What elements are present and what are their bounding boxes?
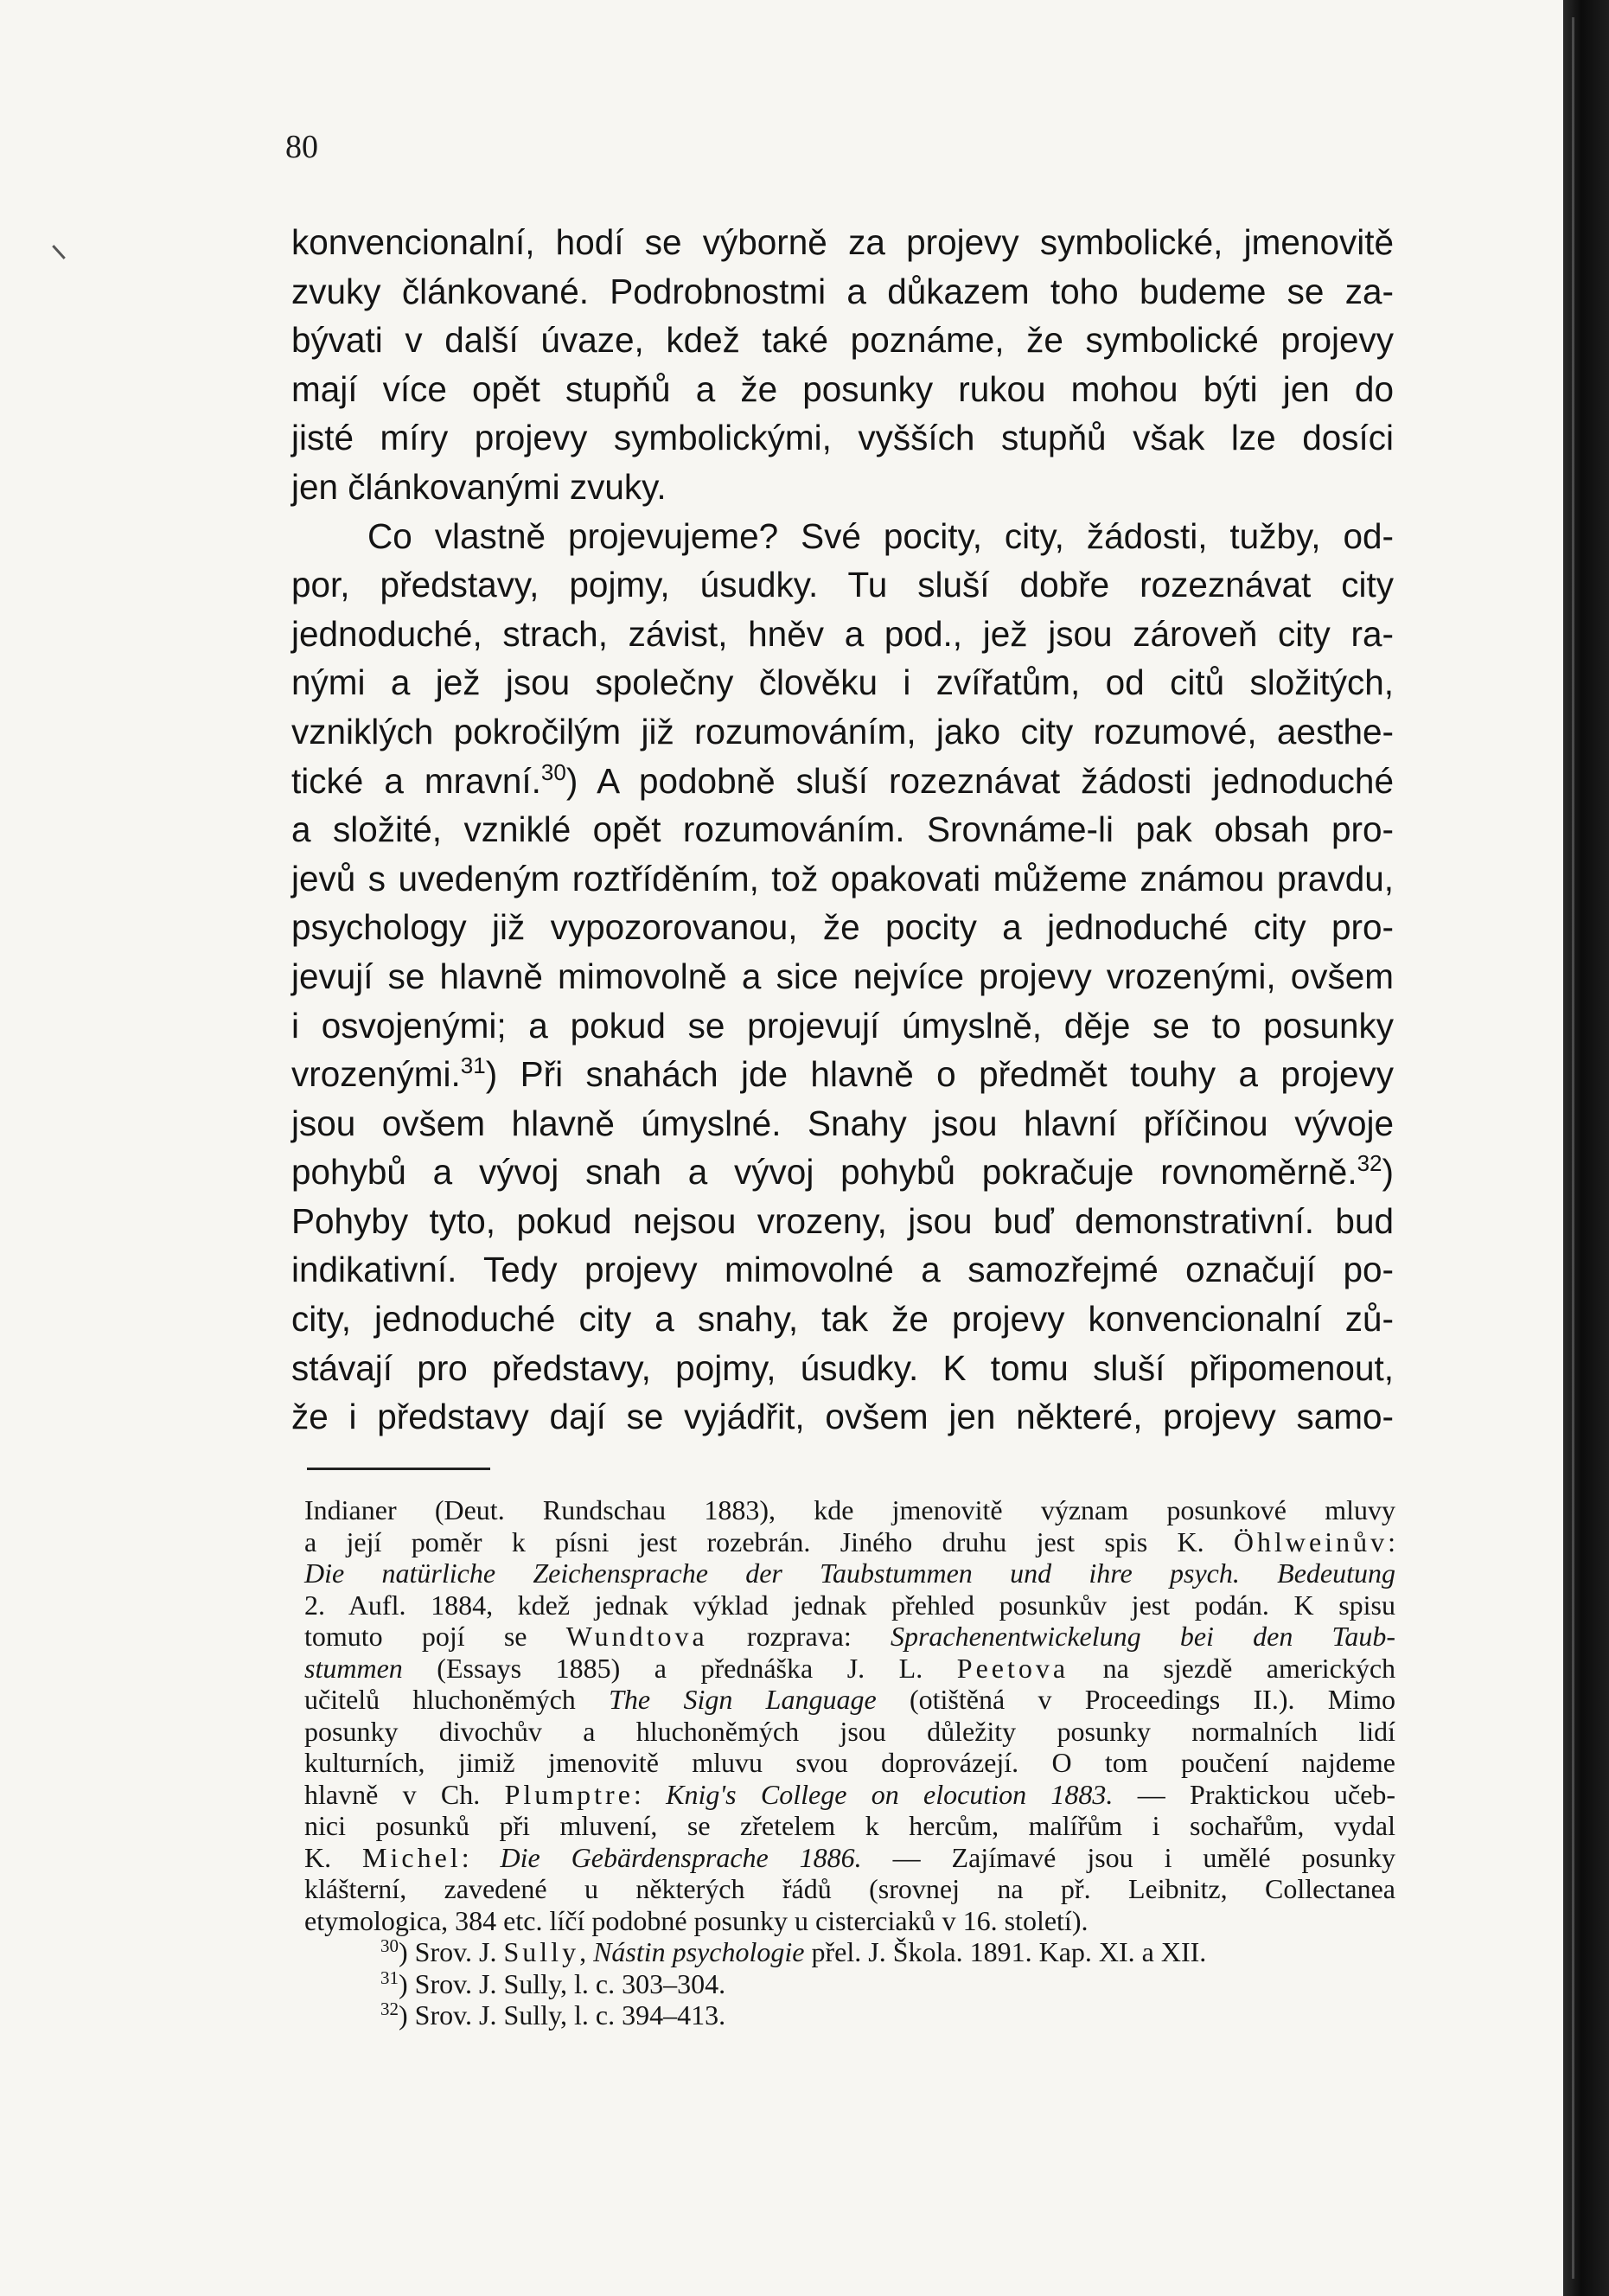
text-line: pohybů a vývoj snah a vývoj pohybů pokračuje rovnoměrně.$^{32}$) bbox=[291, 1150, 1394, 1193]
text-line: a složité, vzniklé opět rozumováním. Srovnáme-li pak obsah pro- bbox=[291, 809, 1394, 850]
main-text bbox=[291, 218, 1394, 1442]
stray-mark bbox=[52, 245, 66, 259]
note-line: klášterní, zavedené u některých řádů (srovnej na př. Leibnitz, Collectanea bbox=[304, 1873, 1395, 1904]
author-name: Peetova bbox=[956, 1652, 1069, 1684]
work-title: stummen bbox=[304, 1652, 403, 1684]
footnote-ref: 32 bbox=[1357, 1150, 1382, 1177]
work-title: The Sign Language bbox=[609, 1684, 877, 1715]
footnote-mark: 30 bbox=[380, 1935, 399, 1956]
note-line: K. Michel: Die Gebärdensprache 1886. — Zajímavé jsou i umělé posunky bbox=[304, 1841, 1396, 1873]
text-line: jevují se hlavně mimovolně a sice nejvíce projevy vrozenými, ovšem bbox=[291, 956, 1394, 996]
text-line: mají více opět stupňů a že posunky rukou mohou býti jen do bbox=[291, 368, 1394, 409]
footnote-31: $^{31}$) Srov. J. Sully, l. c. 303–304. bbox=[380, 1967, 726, 1999]
footnote-ref: 30 bbox=[540, 758, 566, 785]
work-title: Die Gebärdensprache 1886. bbox=[500, 1841, 862, 1873]
text-line: stávají pro představy, pojmy, úsudky. K tomu sluší připomenout, bbox=[291, 1347, 1394, 1388]
text-line: city, jednoduché city a snahy, tak že projevy konvencionalní zů- bbox=[291, 1299, 1394, 1340]
page-edge-line bbox=[1572, 17, 1574, 2279]
scan-border bbox=[1563, 0, 1609, 2296]
author-name: Wundtova bbox=[565, 1621, 708, 1652]
text-line: zvuky článkované. Podrobnostmi a důkazem toho budeme se za- bbox=[291, 271, 1394, 311]
text-line: bývati v další úvaze, kdež také poznáme, že symbolické projevy bbox=[291, 320, 1394, 361]
work-title: Knig's College on elocution 1883. bbox=[666, 1778, 1114, 1810]
text-line: konvencionalní, hodí se výborně za projevy symbolické, jmenovitě bbox=[291, 222, 1394, 262]
text-line: jsou ovšem hlavně úmyslné. Snahy jsou hlavní příčinou vývoje bbox=[291, 1103, 1394, 1143]
footnote-mark: 32 bbox=[380, 1999, 399, 2019]
text-line: vzniklých pokročilým již rozumováním, jako city rozumové, aesthe- bbox=[291, 711, 1394, 751]
text-line: por, představy, pojmy, úsudky. Tu sluší dobře rozeznávat city bbox=[291, 565, 1394, 605]
footnotes bbox=[304, 1494, 1395, 2031]
note-line: tomuto pojí se Wundtova rozprava: Sprachenentwickelung bei den Taub- bbox=[304, 1621, 1396, 1652]
text-line: psychology již vypozorovanou, že pocity a jednoduché city pro- bbox=[291, 907, 1394, 948]
work-title: Sprachenentwickelung bei den Taub- bbox=[890, 1621, 1396, 1652]
text-line: jevů s uvedeným roztříděním, tož opakovati můžeme známou pravdu, bbox=[291, 858, 1394, 899]
text-line: nými a jež jsou společny člověku i zvířatům, od citů složitých, bbox=[291, 662, 1394, 703]
page-number: 80 bbox=[285, 129, 318, 165]
text-line: Co vlastně projevujeme? Své pocity, city, žádosti, tužby, od- bbox=[367, 515, 1394, 556]
note-line: Indianer (Deut. Rundschau 1883), kde jmenovitě význam posunkové mluvy bbox=[304, 1494, 1395, 1525]
footnote-mark: 31 bbox=[380, 1967, 399, 1988]
text-line: indikativní. Tedy projevy mimovolné a samozřejmé označují po- bbox=[291, 1250, 1394, 1290]
footnote-30: $^{30}$) Srov. J. Sully, Nástin psychologie přel. J. Škola. 1891. Kap. XI. a XII. bbox=[380, 1935, 1207, 1967]
text-line: tické a mravní.$^{30}$) A podobně sluší rozeznávat žádosti jednoduché bbox=[291, 758, 1394, 801]
note-line: kulturních, jimiž jmenovitě mluvu svou doprovázejí. O tom poučení najdeme bbox=[304, 1747, 1395, 1778]
note-line: 2. Aufl. 1884, kdež jednak výklad jednak přehled posunkův jest podán. K spisu bbox=[304, 1589, 1395, 1621]
note-line: nici posunků při mluvení, se zřetelem k hercům, malířům i sochařům, vydal bbox=[304, 1810, 1395, 1841]
author-name: Plumptre bbox=[504, 1778, 634, 1810]
work-title: Nástin psychologie bbox=[593, 1936, 805, 1967]
text-line: jednoduché, strach, závist, hněv a pod., jež jsou zároveň city ra- bbox=[291, 613, 1394, 654]
author-name: Michel bbox=[362, 1841, 462, 1873]
text-line: že i představy dají se vyjádřit, ovšem jen některé, projevy samo- bbox=[291, 1397, 1394, 1437]
footnote-32: $^{32}$) Srov. J. Sully, l. c. 394–413. bbox=[380, 1999, 726, 2031]
footnote-ref: 31 bbox=[460, 1052, 486, 1079]
author-name: Sully bbox=[503, 1936, 580, 1967]
text-line: vrozenými.$^{31}$) Při snahách jde hlavně o předmět touhy a projevy bbox=[291, 1052, 1394, 1095]
note-line: stummen (Essays 1885) a přednáška J. L. Peetova na sjezdě amerických bbox=[304, 1652, 1396, 1684]
text-line: jen článkovanými zvuky. bbox=[291, 466, 667, 507]
note-line: hlavně v Ch. Plumptre: Knig's College on elocution 1883. — Praktickou učeb- bbox=[304, 1778, 1396, 1810]
note-line: a její poměr k písni jest rozebrán. Jiného druhu jest spis K. Öhlweinův: bbox=[304, 1525, 1395, 1557]
text-line: jisté míry projevy symbolickými, vyšších stupňů však lze dosíci bbox=[291, 418, 1394, 458]
note-line bbox=[304, 1557, 1395, 1589]
footnote-separator bbox=[307, 1468, 490, 1470]
work-title: Die natürliche Zeichensprache der Taubstummen und ihre psych. Bedeutung bbox=[304, 1557, 1395, 1589]
note-line: etymologica, 384 etc. líčí podobné posunky u cisterciaků v 16. století). bbox=[304, 1904, 1089, 1936]
note-line: učitelů hluchoněmých The Sign Language (otištěná v Proceedings II.). Mimo bbox=[304, 1684, 1396, 1715]
author-name: Öhlweinův bbox=[1233, 1525, 1389, 1557]
note-line: posunky divochův a hluchoněmých jsou důležity posunky normalních lidí bbox=[304, 1715, 1395, 1747]
text-line: Pohyby tyto, pokud nejsou vrozeny, jsou buď demonstrativní. bud bbox=[291, 1200, 1394, 1241]
text-line: i osvojenými; a pokud se projevují úmyslně, děje se to posunky bbox=[291, 1005, 1394, 1046]
